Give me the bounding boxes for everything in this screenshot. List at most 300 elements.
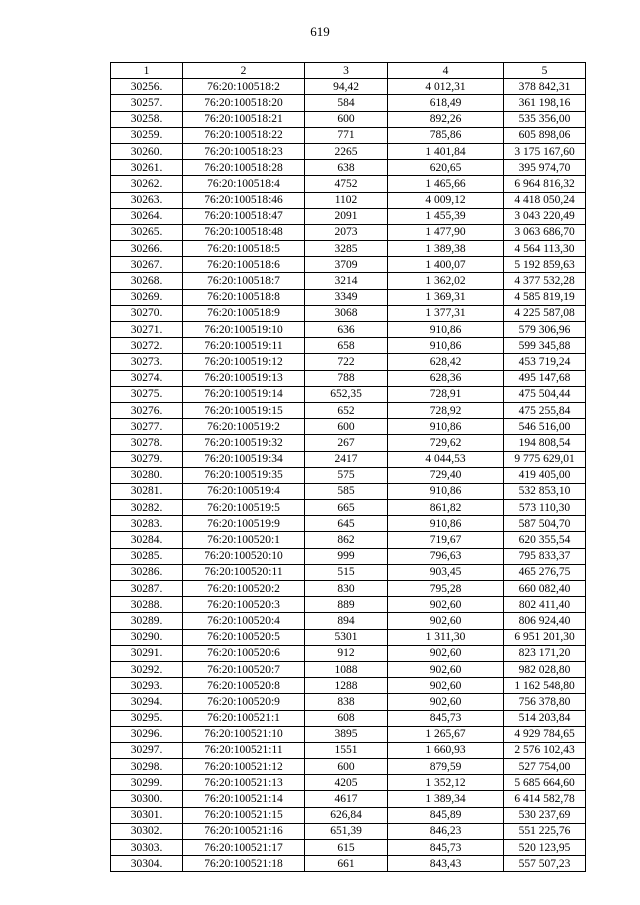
- table-row: [111, 742, 586, 758]
- table-row: [111, 386, 586, 402]
- table-cell: 30281.: [111, 483, 183, 499]
- table-cell: 76:20:100521:17: [183, 840, 305, 856]
- table-cell: 4 418 050,24: [504, 192, 586, 208]
- table-cell: 76:20:100518:21: [183, 111, 305, 127]
- table-cell: 76:20:100518:9: [183, 305, 305, 321]
- table-row: [111, 726, 586, 742]
- table-cell: 1 369,31: [388, 289, 504, 305]
- table-cell: 515: [305, 564, 388, 580]
- table-cell: 645: [305, 516, 388, 532]
- table-cell: 30291.: [111, 645, 183, 661]
- table-cell: 30262.: [111, 176, 183, 192]
- table-cell: 652: [305, 402, 388, 418]
- table-cell: 4 929 784,65: [504, 726, 586, 742]
- table-cell: 862: [305, 532, 388, 548]
- table-row: [111, 500, 586, 516]
- table-cell: 788: [305, 370, 388, 386]
- table-cell: 30299.: [111, 775, 183, 791]
- table-cell: 575: [305, 467, 388, 483]
- table-cell: 30293.: [111, 678, 183, 694]
- table-row: [111, 807, 586, 823]
- table-cell: 361 198,16: [504, 95, 586, 111]
- table-cell: 94,42: [305, 79, 388, 95]
- table-cell: 845,73: [388, 710, 504, 726]
- table-cell: 30300.: [111, 791, 183, 807]
- table-row: [111, 435, 586, 451]
- table-cell: 4 564 113,30: [504, 241, 586, 257]
- table-cell: 4205: [305, 775, 388, 791]
- table-cell: 912: [305, 645, 388, 661]
- table-cell: 76:20:100521:13: [183, 775, 305, 791]
- table-cell: 76:20:100520:10: [183, 548, 305, 564]
- table-cell: 551 225,76: [504, 823, 586, 839]
- table-cell: 1 377,31: [388, 305, 504, 321]
- table-row: [111, 661, 586, 677]
- table-cell: 579 306,96: [504, 322, 586, 338]
- table-cell: 30297.: [111, 742, 183, 758]
- table-cell: 76:20:100520:4: [183, 613, 305, 629]
- table-cell: 4 044,53: [388, 451, 504, 467]
- table-row: [111, 823, 586, 839]
- table-cell: 605 898,06: [504, 127, 586, 143]
- table-cell: 722: [305, 354, 388, 370]
- table-cell: 608: [305, 710, 388, 726]
- table-cell: 535 356,00: [504, 111, 586, 127]
- table-cell: 4 012,31: [388, 79, 504, 95]
- table-cell: 3 175 167,60: [504, 143, 586, 159]
- table-cell: 1 465,66: [388, 176, 504, 192]
- table-cell: 30280.: [111, 467, 183, 483]
- table-row: [111, 111, 586, 127]
- table-cell: 419 405,00: [504, 467, 586, 483]
- table-cell: 76:20:100518:4: [183, 176, 305, 192]
- table-cell: 3214: [305, 273, 388, 289]
- table-cell: 30260.: [111, 143, 183, 159]
- table-cell: 30284.: [111, 532, 183, 548]
- table-row: [111, 791, 586, 807]
- table-cell: 802 411,40: [504, 597, 586, 613]
- table-cell: 76:20:100521:12: [183, 759, 305, 775]
- table-cell: 620,65: [388, 160, 504, 176]
- table-cell: 910,86: [388, 516, 504, 532]
- table-cell: 628,42: [388, 354, 504, 370]
- table-cell: 838: [305, 694, 388, 710]
- column-header: 5: [504, 63, 586, 79]
- table-cell: 76:20:100521:10: [183, 726, 305, 742]
- table-cell: 4752: [305, 176, 388, 192]
- table-cell: 76:20:100518:7: [183, 273, 305, 289]
- table-body: [111, 79, 586, 872]
- table-cell: 658: [305, 338, 388, 354]
- table-cell: 982 028,80: [504, 661, 586, 677]
- table-row: [111, 532, 586, 548]
- table-cell: 76:20:100520:6: [183, 645, 305, 661]
- table-cell: 3 063 686,70: [504, 224, 586, 240]
- table-cell: 76:20:100519:35: [183, 467, 305, 483]
- table-cell: 76:20:100520:5: [183, 629, 305, 645]
- table-row: [111, 613, 586, 629]
- table-cell: 76:20:100520:2: [183, 581, 305, 597]
- table-cell: 30261.: [111, 160, 183, 176]
- table-row: [111, 160, 586, 176]
- table-row: [111, 694, 586, 710]
- table-cell: 76:20:100521:14: [183, 791, 305, 807]
- table-cell: 1 660,93: [388, 742, 504, 758]
- table-cell: 879,59: [388, 759, 504, 775]
- table-cell: 587 504,70: [504, 516, 586, 532]
- table-cell: 910,86: [388, 322, 504, 338]
- table-cell: 76:20:100518:46: [183, 192, 305, 208]
- table-cell: 30272.: [111, 338, 183, 354]
- table-row: [111, 305, 586, 321]
- table-cell: 1 477,90: [388, 224, 504, 240]
- table-cell: 2417: [305, 451, 388, 467]
- table-cell: 76:20:100521:16: [183, 823, 305, 839]
- table-cell: 2091: [305, 208, 388, 224]
- table-cell: 2265: [305, 143, 388, 159]
- table-cell: 475 504,44: [504, 386, 586, 402]
- table-cell: 843,43: [388, 856, 504, 872]
- table-cell: 76:20:100518:48: [183, 224, 305, 240]
- table-cell: 76:20:100519:15: [183, 402, 305, 418]
- table-row: [111, 759, 586, 775]
- table-cell: 546 516,00: [504, 419, 586, 435]
- table-cell: 76:20:100518:28: [183, 160, 305, 176]
- table-cell: 1088: [305, 661, 388, 677]
- table-row: [111, 548, 586, 564]
- table-cell: 638: [305, 160, 388, 176]
- table-cell: 495 147,68: [504, 370, 586, 386]
- table-cell: 636: [305, 322, 388, 338]
- table-row: [111, 208, 586, 224]
- table-cell: 30282.: [111, 500, 183, 516]
- table-cell: 30304.: [111, 856, 183, 872]
- table-cell: 76:20:100521:15: [183, 807, 305, 823]
- table-row: [111, 678, 586, 694]
- table-cell: 76:20:100521:11: [183, 742, 305, 758]
- table-cell: 795 833,37: [504, 548, 586, 564]
- table-cell: 30301.: [111, 807, 183, 823]
- table-cell: 728,92: [388, 402, 504, 418]
- table-cell: 30290.: [111, 629, 183, 645]
- table-cell: 532 853,10: [504, 483, 586, 499]
- table-cell: 465 276,75: [504, 564, 586, 580]
- table-cell: 30265.: [111, 224, 183, 240]
- table-cell: 626,84: [305, 807, 388, 823]
- table-cell: 910,86: [388, 419, 504, 435]
- table-cell: 30258.: [111, 111, 183, 127]
- table-cell: 5301: [305, 629, 388, 645]
- table-cell: 806 924,40: [504, 613, 586, 629]
- table-cell: 902,60: [388, 661, 504, 677]
- table-row: [111, 370, 586, 386]
- table-row: [111, 289, 586, 305]
- table-cell: 30298.: [111, 759, 183, 775]
- table-cell: 600: [305, 111, 388, 127]
- table-cell: 76:20:100519:2: [183, 419, 305, 435]
- table-cell: 76:20:100518:22: [183, 127, 305, 143]
- table-cell: 902,60: [388, 678, 504, 694]
- table-cell: 1288: [305, 678, 388, 694]
- table-cell: 76:20:100519:4: [183, 483, 305, 499]
- table-cell: 30302.: [111, 823, 183, 839]
- table-cell: 6 414 582,78: [504, 791, 586, 807]
- table-cell: 30288.: [111, 597, 183, 613]
- table-cell: 729,40: [388, 467, 504, 483]
- table-cell: 30256.: [111, 79, 183, 95]
- table-row: [111, 176, 586, 192]
- table-cell: 76:20:100519:14: [183, 386, 305, 402]
- table-cell: 76:20:100519:12: [183, 354, 305, 370]
- table-cell: 665: [305, 500, 388, 516]
- table-cell: 30276.: [111, 402, 183, 418]
- table-cell: 76:20:100518:47: [183, 208, 305, 224]
- table-cell: 1 389,34: [388, 791, 504, 807]
- table-cell: 30303.: [111, 840, 183, 856]
- table-row: [111, 856, 586, 872]
- table-cell: 4 377 532,28: [504, 273, 586, 289]
- table-cell: 1 162 548,80: [504, 678, 586, 694]
- table-cell: 30271.: [111, 322, 183, 338]
- table-cell: 652,35: [305, 386, 388, 402]
- table-cell: 910,86: [388, 483, 504, 499]
- table-cell: 823 171,20: [504, 645, 586, 661]
- table-cell: 76:20:100521:18: [183, 856, 305, 872]
- table-cell: 5 685 664,60: [504, 775, 586, 791]
- table-cell: 1551: [305, 742, 388, 758]
- table-cell: 9 775 629,01: [504, 451, 586, 467]
- table-cell: 795,28: [388, 581, 504, 597]
- table-row: [111, 597, 586, 613]
- table-cell: 30285.: [111, 548, 183, 564]
- table-cell: 3 043 220,49: [504, 208, 586, 224]
- table-cell: 6 951 201,30: [504, 629, 586, 645]
- table-cell: 903,45: [388, 564, 504, 580]
- table-cell: 76:20:100519:34: [183, 451, 305, 467]
- table-cell: 30277.: [111, 419, 183, 435]
- table-cell: 620 355,54: [504, 532, 586, 548]
- table-cell: 76:20:100519:5: [183, 500, 305, 516]
- table-cell: 76:20:100520:8: [183, 678, 305, 694]
- table-cell: 30273.: [111, 354, 183, 370]
- table-cell: 628,36: [388, 370, 504, 386]
- table-cell: 76:20:100520:11: [183, 564, 305, 580]
- table-cell: 889: [305, 597, 388, 613]
- table-cell: 76:20:100518:8: [183, 289, 305, 305]
- table-cell: 902,60: [388, 613, 504, 629]
- table-row: [111, 241, 586, 257]
- table-cell: 30269.: [111, 289, 183, 305]
- table-cell: 600: [305, 759, 388, 775]
- table-cell: 902,60: [388, 597, 504, 613]
- table-row: [111, 224, 586, 240]
- table-cell: 378 842,31: [504, 79, 586, 95]
- table-cell: 4 225 587,08: [504, 305, 586, 321]
- table-cell: 30286.: [111, 564, 183, 580]
- table-cell: 894: [305, 613, 388, 629]
- table-cell: 1102: [305, 192, 388, 208]
- table-cell: 76:20:100518:2: [183, 79, 305, 95]
- table-row: [111, 419, 586, 435]
- table-cell: 846,23: [388, 823, 504, 839]
- table-cell: 194 808,54: [504, 435, 586, 451]
- table-row: [111, 338, 586, 354]
- table-cell: 30259.: [111, 127, 183, 143]
- table-cell: 514 203,84: [504, 710, 586, 726]
- page-number: 619: [310, 24, 330, 39]
- table-cell: 661: [305, 856, 388, 872]
- table-cell: 30275.: [111, 386, 183, 402]
- table-cell: 845,73: [388, 840, 504, 856]
- table-cell: 30257.: [111, 95, 183, 111]
- table-cell: 267: [305, 435, 388, 451]
- table-cell: 30279.: [111, 451, 183, 467]
- table-cell: 6 964 816,32: [504, 176, 586, 192]
- table-cell: 453 719,24: [504, 354, 586, 370]
- table-cell: 1 400,07: [388, 257, 504, 273]
- table-cell: 475 255,84: [504, 402, 586, 418]
- table-cell: 618,49: [388, 95, 504, 111]
- table-row: [111, 322, 586, 338]
- table-row: [111, 840, 586, 856]
- table-cell: 30270.: [111, 305, 183, 321]
- table-row: [111, 629, 586, 645]
- table-cell: 660 082,40: [504, 581, 586, 597]
- table-cell: 30296.: [111, 726, 183, 742]
- table-cell: 651,39: [305, 823, 388, 839]
- table-row: [111, 516, 586, 532]
- table-cell: 30263.: [111, 192, 183, 208]
- table-cell: 30289.: [111, 613, 183, 629]
- table-row: [111, 483, 586, 499]
- table-cell: 999: [305, 548, 388, 564]
- table-cell: 2073: [305, 224, 388, 240]
- table-cell: 76:20:100519:11: [183, 338, 305, 354]
- header-row: [111, 63, 586, 79]
- table-cell: 3068: [305, 305, 388, 321]
- table-cell: 30264.: [111, 208, 183, 224]
- table-cell: 76:20:100518:20: [183, 95, 305, 111]
- table-cell: 30268.: [111, 273, 183, 289]
- table-cell: 30292.: [111, 661, 183, 677]
- table-cell: 30266.: [111, 241, 183, 257]
- table-cell: 728,91: [388, 386, 504, 402]
- table-cell: 785,86: [388, 127, 504, 143]
- table-row: [111, 127, 586, 143]
- table-cell: 30278.: [111, 435, 183, 451]
- table-cell: 599 345,88: [504, 338, 586, 354]
- table-cell: 76:20:100520:1: [183, 532, 305, 548]
- table-cell: 1 311,30: [388, 629, 504, 645]
- table-cell: 76:20:100519:13: [183, 370, 305, 386]
- table-row: [111, 192, 586, 208]
- table-row: [111, 402, 586, 418]
- table-cell: 4 585 819,19: [504, 289, 586, 305]
- table-cell: 1 265,67: [388, 726, 504, 742]
- table-cell: 1 401,84: [388, 143, 504, 159]
- table-cell: 30295.: [111, 710, 183, 726]
- table-row: [111, 354, 586, 370]
- table-cell: 902,60: [388, 645, 504, 661]
- table-cell: 76:20:100519:9: [183, 516, 305, 532]
- table-cell: 756 378,80: [504, 694, 586, 710]
- table-cell: 76:20:100519:32: [183, 435, 305, 451]
- table-cell: 584: [305, 95, 388, 111]
- table-cell: 4617: [305, 791, 388, 807]
- column-header: 4: [388, 63, 504, 79]
- table-cell: 76:20:100520:3: [183, 597, 305, 613]
- table-cell: 1 389,38: [388, 241, 504, 257]
- table-row: [111, 775, 586, 791]
- table-cell: 892,26: [388, 111, 504, 127]
- table-cell: 2 576 102,43: [504, 742, 586, 758]
- table-cell: 530 237,69: [504, 807, 586, 823]
- column-header: 3: [305, 63, 388, 79]
- table-cell: 902,60: [388, 694, 504, 710]
- table-cell: 845,89: [388, 807, 504, 823]
- table-row: [111, 257, 586, 273]
- table-cell: 1 352,12: [388, 775, 504, 791]
- table-cell: 3895: [305, 726, 388, 742]
- table-row: [111, 143, 586, 159]
- table-cell: 76:20:100521:1: [183, 710, 305, 726]
- table-cell: 1 455,39: [388, 208, 504, 224]
- table-row: [111, 79, 586, 95]
- table-cell: 910,86: [388, 338, 504, 354]
- table-cell: 5 192 859,63: [504, 257, 586, 273]
- table-cell: 3709: [305, 257, 388, 273]
- table-cell: 830: [305, 581, 388, 597]
- table-row: [111, 467, 586, 483]
- table-cell: 573 110,30: [504, 500, 586, 516]
- table-row: [111, 710, 586, 726]
- table-row: [111, 645, 586, 661]
- table-cell: 3285: [305, 241, 388, 257]
- table-cell: 520 123,95: [504, 840, 586, 856]
- table-cell: 557 507,23: [504, 856, 586, 872]
- table-cell: 1 362,02: [388, 273, 504, 289]
- table-row: [111, 581, 586, 597]
- table-cell: 395 974,70: [504, 160, 586, 176]
- table-cell: 771: [305, 127, 388, 143]
- table-cell: 527 754,00: [504, 759, 586, 775]
- table-cell: 76:20:100519:10: [183, 322, 305, 338]
- table-row: [111, 564, 586, 580]
- table-row: [111, 95, 586, 111]
- table-cell: 30294.: [111, 694, 183, 710]
- table-cell: 76:20:100520:7: [183, 661, 305, 677]
- table-cell: 600: [305, 419, 388, 435]
- table-cell: 30267.: [111, 257, 183, 273]
- table-cell: 30274.: [111, 370, 183, 386]
- table-cell: 615: [305, 840, 388, 856]
- table-cell: 76:20:100520:9: [183, 694, 305, 710]
- table-row: [111, 451, 586, 467]
- table-cell: 4 009,12: [388, 192, 504, 208]
- table-cell: 585: [305, 483, 388, 499]
- column-header: 2: [183, 63, 305, 79]
- column-header: 1: [111, 63, 183, 79]
- table-cell: 861,82: [388, 500, 504, 516]
- table-cell: 3349: [305, 289, 388, 305]
- table-cell: 76:20:100518:6: [183, 257, 305, 273]
- table-cell: 76:20:100518:23: [183, 143, 305, 159]
- table-cell: 719,67: [388, 532, 504, 548]
- table-cell: 76:20:100518:5: [183, 241, 305, 257]
- table-cell: 796,63: [388, 548, 504, 564]
- data-table: [110, 62, 586, 872]
- table-cell: 729,62: [388, 435, 504, 451]
